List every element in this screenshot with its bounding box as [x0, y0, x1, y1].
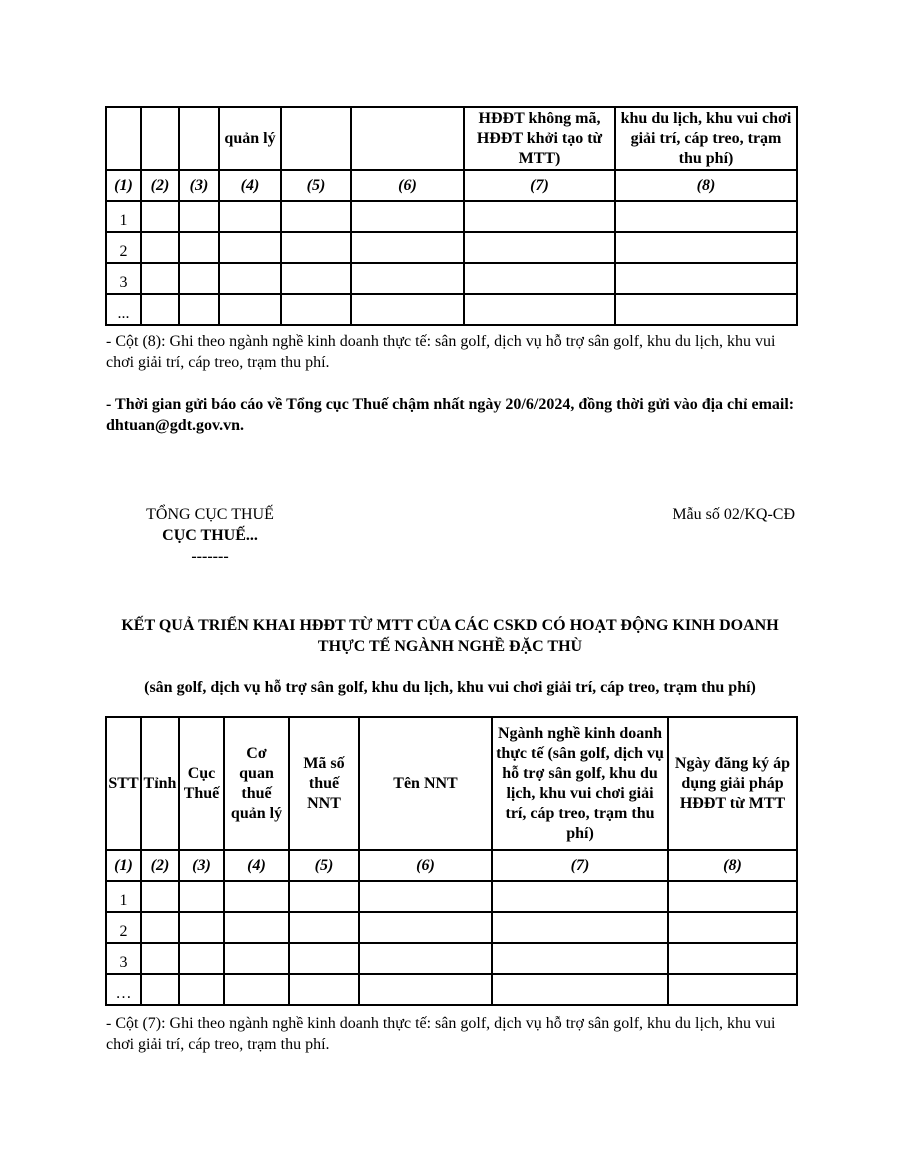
col-number: (6)	[359, 850, 492, 881]
col-number: (4)	[224, 850, 289, 881]
row-index: 2	[106, 912, 141, 943]
col-number: (4)	[219, 170, 281, 201]
header-registration-date: Ngày đăng ký áp dụng giải pháp HĐĐT từ MTT	[668, 717, 797, 850]
col-number: (2)	[141, 170, 179, 201]
deadline-note: - Thời gian gửi báo cáo về Tổng cục Thuế chậm nhất ngày 20/6/2024, đồng thời gửi vào địa chỉ email: dhtuan@gdt.gov.vn.	[106, 396, 795, 434]
results-table	[105, 716, 798, 1006]
header-business-line: Ngành nghề kinh doanh thực tế (sân golf, dịch vụ hỗ trợ sân golf, khu du lịch, khu vui chơi giải trí, cáp treo, trạm thu phí)	[492, 717, 668, 850]
table-row	[106, 943, 797, 974]
col-number: (7)	[464, 170, 615, 201]
page-title: KẾT QUẢ TRIỂN KHAI HĐĐT TỪ MTT CỦA CÁC CSKD CÓ HOẠT ĐỘNG KINH DOANH THỰC TẾ NGÀNH NGHỀ ĐẶC THÙ	[121, 617, 779, 655]
col7-header-fragment: HĐĐT không mã, HĐĐT khởi tạo từ MTT)	[464, 107, 615, 170]
note-column-7: - Cột (7): Ghi theo ngành nghề kinh doanh thực tế: sân golf, dịch vụ hỗ trợ sân golf, khu du lịch, khu vui chơi giải trí, cáp treo, trạm thu phí.	[106, 1015, 776, 1053]
row-index: …	[106, 974, 141, 1005]
col-number: (2)	[141, 850, 179, 881]
col-number: (3)	[179, 850, 224, 881]
agency-name: TỔNG CỤC THUẾ	[146, 506, 274, 523]
row-index: 2	[106, 232, 141, 263]
note-column-8: - Cột (8): Ghi theo ngành nghề kinh doanh thực tế: sân golf, dịch vụ hỗ trợ sân golf, khu du lịch, khu vui chơi giải trí, cáp treo, trạm thu phí.	[106, 333, 776, 371]
table-row	[106, 974, 797, 1005]
col-number: (5)	[281, 170, 351, 201]
header-tax-department: Cục Thuế	[179, 717, 224, 850]
header-stt: STT	[106, 717, 141, 850]
col-number: (8)	[615, 170, 797, 201]
form-number: Mẫu số 02/KQ-CĐ	[672, 506, 795, 523]
table-continued	[105, 106, 798, 326]
department-name: CỤC THUẾ...	[162, 527, 258, 544]
table-row	[106, 263, 797, 294]
row-index: ...	[106, 294, 141, 325]
table-row	[106, 912, 797, 943]
col4-header-fragment: quản lý	[219, 107, 281, 170]
row-index: 1	[106, 201, 141, 232]
page-subtitle: (sân golf, dịch vụ hỗ trợ sân golf, khu du lịch, khu vui chơi giải trí, cáp treo, trạm thu phí)	[144, 679, 756, 696]
numbering-row	[106, 850, 797, 881]
col-number: (5)	[289, 850, 359, 881]
col-number: (3)	[179, 170, 219, 201]
header-divider: -------	[191, 548, 229, 565]
table-row	[106, 201, 797, 232]
table-row	[106, 232, 797, 263]
header-taxpayer-name: Tên NNT	[359, 717, 492, 850]
table-row	[106, 881, 797, 912]
col-number: (1)	[106, 850, 141, 881]
row-index: 1	[106, 881, 141, 912]
row-index: 3	[106, 943, 141, 974]
col-number: (8)	[668, 850, 797, 881]
table-row	[106, 294, 797, 325]
col8-header-fragment: khu du lịch, khu vui chơi giải trí, cáp treo, trạm thu phí)	[615, 107, 797, 170]
col-number: (7)	[492, 850, 668, 881]
table-header-row	[106, 717, 797, 850]
agency-block	[110, 504, 310, 567]
col-number: (6)	[351, 170, 464, 201]
col-number: (1)	[106, 170, 141, 201]
header-province: Tỉnh	[141, 717, 179, 850]
header-tax-code: Mã số thuế NNT	[289, 717, 359, 850]
table-header-row	[106, 107, 797, 170]
header-tax-office: Cơ quan thuế quản lý	[224, 717, 289, 850]
row-index: 3	[106, 263, 141, 294]
numbering-row	[106, 170, 797, 201]
